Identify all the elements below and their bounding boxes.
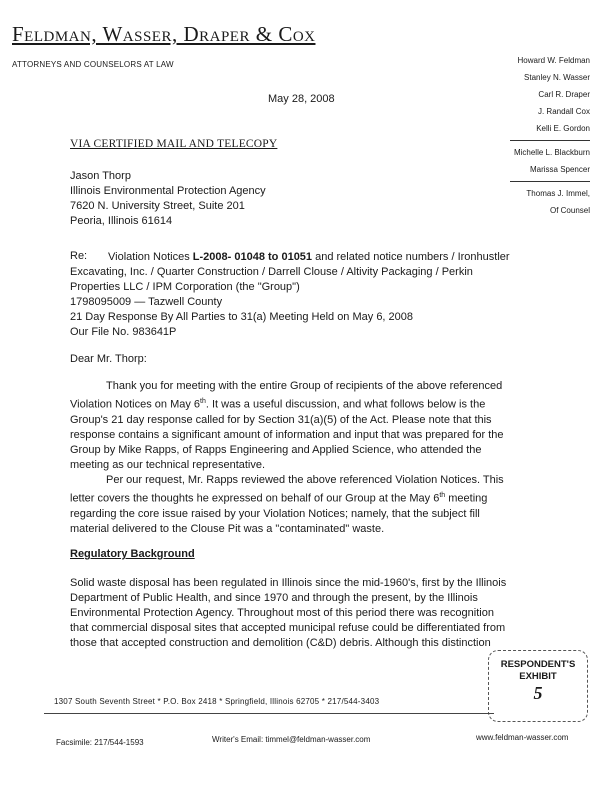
paragraph-line: meeting as our technical representative. — [70, 458, 266, 471]
text-run: meeting — [445, 492, 488, 505]
salutation: Dear Mr. Thorp: — [70, 353, 147, 365]
attorney-name: Michelle L. Blackburn — [513, 148, 590, 157]
recipient-name: Jason Thorp — [70, 170, 131, 182]
re-line-5: 21 Day Response By All Parties to 31(a) Meeting Held on May 6, 2008 — [70, 311, 414, 323]
recipient-org: Illinois Environmental Protection Agency — [70, 185, 266, 197]
attorney-name: Kelli E. Gordon — [536, 124, 590, 133]
paragraph-line: Thank you for meeting with the entire Group of recipients of the above referenced — [106, 380, 503, 392]
recipient-address — [70, 169, 266, 229]
letter-date: May 28, 2008 — [268, 93, 335, 105]
footer-website: www.feldman-wasser.com — [476, 733, 569, 742]
attorney-name: J. Randall Cox — [537, 107, 590, 116]
re-line-2: Excavating, Inc. / Quarter Construction / Darrell Clouse / Altivity Packaging / Perkin — [70, 266, 473, 278]
attorney-name: Stanley N. Wasser — [524, 73, 590, 82]
text-run: letter covers the thoughts he expressed on behalf of our Group at the May 6 — [70, 492, 440, 505]
text-run: . It was a useful discussion, and what follows below is the — [205, 398, 486, 411]
paragraph-line: Group's 21 day response called for by Section 31(a)(5) of the Act. Please note that this — [70, 413, 492, 426]
attorney-name: Carl R. Draper — [538, 90, 590, 99]
paragraph-line — [70, 488, 504, 507]
paragraph-1 — [70, 379, 504, 473]
delivery-method: VIA CERTIFIED MAIL AND TELECOPY — [70, 138, 278, 150]
violation-notice-numbers: L-2008- 01048 to 01051 — [192, 251, 313, 263]
paragraph-line: regarding the core issue raised by your Violation Notices; namely, that the subject fill — [70, 507, 480, 520]
ordinal-suffix: th — [439, 492, 446, 499]
paragraph-line: that commercial disposal sites that accepted municipal refuse could be differentiated from — [70, 622, 506, 634]
footer-email: Writer's Email: timmel@feldman-wasser.com — [212, 735, 371, 744]
re-line-1 — [108, 250, 510, 265]
firm-name: Feldman, Wasser, Draper & Cox — [12, 22, 316, 46]
paragraph-line: response contains a significant amount of information and input that was prepared for the — [70, 428, 504, 441]
attorney-name: Marissa Spencer — [529, 165, 590, 174]
attorney-name: Howard W. Feldman — [517, 56, 590, 65]
re-line-1-prefix: Violation Notices — [108, 251, 193, 263]
recipient-city: Peoria, Illinois 61614 — [70, 215, 173, 227]
stamp-title: RESPONDENT'S — [500, 659, 576, 670]
re-line-1-suffix: and related notice numbers / Ironhustler — [312, 251, 510, 263]
counsel-title: Of Counsel — [549, 206, 590, 215]
ordinal-suffix: th — [200, 398, 206, 405]
firm-tagline: ATTORNEYS AND COUNSELORS AT LAW — [12, 60, 174, 69]
footer-fax: Facsimile: 217/544-1593 — [56, 738, 144, 747]
paragraph-line: Environmental Protection Agency. Throughout most of this period there was recognition — [70, 607, 494, 619]
paragraph-2 — [70, 473, 504, 537]
roster-divider — [510, 140, 590, 141]
footer-address: 1307 South Seventh Street * P.O. Box 2418 * Springfield, Illinois 62705 * 217/544-3403 — [54, 697, 380, 706]
counsel-name: Thomas J. Immel, — [526, 189, 590, 198]
recipient-street: 7620 N. University Street, Suite 201 — [70, 200, 245, 212]
footer-divider — [44, 713, 494, 714]
text-run: Violation Notices on May 6 — [70, 398, 201, 411]
paragraph-line — [70, 394, 504, 413]
re-label: Re: — [70, 250, 88, 262]
paragraph-line: Department of Public Health, and since 1970 and through the present, by the Illinois — [70, 592, 478, 604]
stamp-subtitle: EXHIBIT — [519, 671, 557, 682]
roster-divider — [510, 181, 590, 182]
re-line-3: Properties LLC / IPM Corporation (the "Group") — [70, 281, 300, 293]
paragraph-line: those that accepted construction and demolition (C&D) debris. Although this distinction — [70, 637, 491, 649]
paragraph-line: material delivered to the Clouse Pit was a "contaminated" waste. — [70, 522, 385, 535]
re-continuation — [70, 265, 473, 340]
paragraph-line: Group by Mike Rapps, of Rapps Engineering and Applied Science, who attended the — [70, 443, 482, 456]
exhibit-stamp — [488, 650, 588, 722]
re-line-4: 1798095009 — Tazwell County — [70, 296, 223, 308]
re-line-6: Our File No. 983641P — [70, 326, 177, 338]
attorney-roster — [510, 52, 590, 219]
exhibit-number: 5 — [533, 683, 543, 703]
paragraph-3 — [70, 576, 506, 651]
section-heading: Regulatory Background — [70, 548, 195, 560]
paragraph-line: Solid waste disposal has been regulated in Illinois since the mid-1960's, first by the Illinois — [70, 577, 507, 589]
paragraph-line: Per our request, Mr. Rapps reviewed the above referenced Violation Notices. This — [106, 474, 504, 486]
